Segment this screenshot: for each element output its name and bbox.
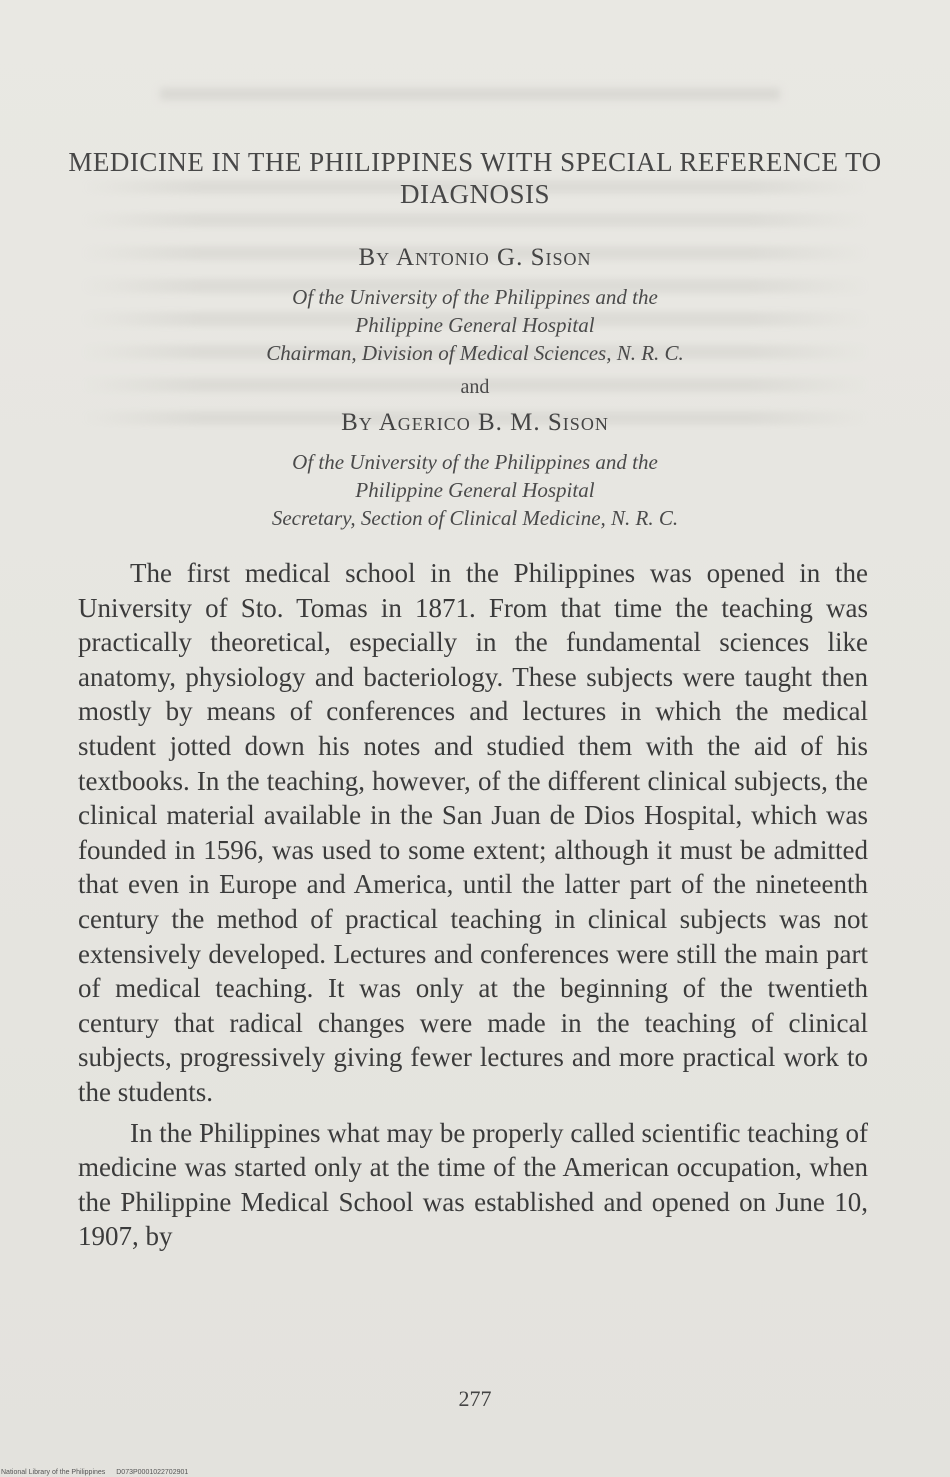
paragraph-2: In the Philippines what may be properly called scientific teaching of medicine was started only at the time of the American occupation, when the Philippine Medical School was established and opened on June 10, 1907, by	[78, 1117, 868, 1252]
show-through-header	[160, 88, 780, 100]
author-2-affiliation-line-3: Secretary, Section of Clinical Medicine, N. R. C.	[271, 506, 679, 530]
paragraph-1: The first medical school in the Philippines was opened in the University of Sto. Tomas in 1871. From that time the teaching was practically theoretical, especially in the fundamental sciences like anatomy, physiology and bacteriology. These subjects were taught then mostly by means of conferences and lectures in which the medical student jotted down his notes and studied them with the aid of his textbooks. In the teaching, however, of the different clinical subjects, the clinical material available in the San Juan de Dios Hospital, which was founded in 1596, was used to some extent; although it must be admitted that even in Europe and America, until the latter part of the nineteenth century the method of practical teaching in clinical subjects was not extensively developed. Lectures and conferences were still the main part of medical teaching. It was only at the beginning of the twentieth century that radical changes were made in the teaching of clinical subjects, progressively giving fewer lectures and more practical work to the students.	[78, 558, 868, 1107]
footer-code: D073P0001022702901	[116, 1469, 189, 1476]
author-conjunction: and	[460, 376, 490, 398]
author-1-affiliation-line-3: Chairman, Division of Medical Sciences, N. R. C.	[266, 341, 684, 365]
archive-footer	[1, 1469, 197, 1476]
author-2-affiliation-line-1: Of the University of the Philippines and the	[292, 450, 658, 474]
author-1-affiliation-line-1: Of the University of the Philippines and the	[292, 285, 658, 309]
footer-library: National Library of the Philippines	[1, 1469, 106, 1476]
page-number: 277	[458, 1386, 492, 1411]
author-2-affiliation-line-2: Philippine General Hospital	[355, 478, 595, 502]
author-1-byline: By Antonio G. Sison	[358, 244, 592, 271]
author-2-byline: By Agerico B. M. Sison	[341, 409, 609, 436]
article-title: MEDICINE IN THE PHILIPPINES WITH SPECIAL REFERENCE TO DIAGNOSIS	[68, 147, 882, 209]
author-1-affiliation-line-2: Philippine General Hospital	[355, 313, 595, 337]
article-body	[78, 556, 868, 1254]
